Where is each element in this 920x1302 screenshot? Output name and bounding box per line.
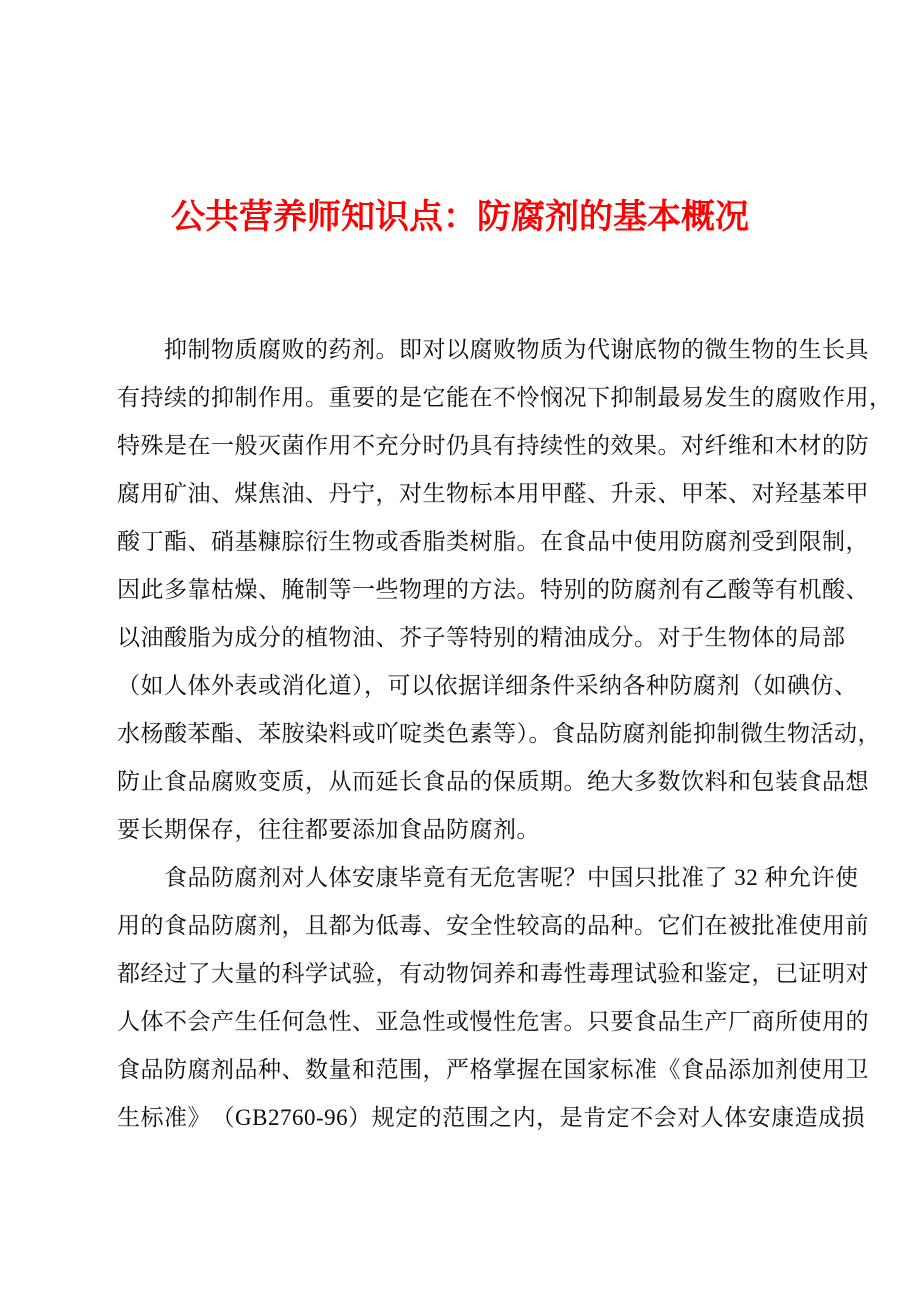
text-line: （如人体外表或消化道），可以依据详细条件采纳各种防腐剂（如碘仿、 — [117, 673, 858, 698]
text-line: 人体不会产生任何急性、亚急性或慢性危害。只要食品生产厂商所使用的 — [117, 1009, 869, 1034]
text-line: 生标准》 （GB2760-96）规定的范围之内，是肯定不会对人体安康造成损 — [117, 1105, 866, 1130]
document-body — [117, 326, 893, 1142]
text-line: 用的食品防腐剂，且都为低毒、安全性较高的品种。它们在被批准使用前 — [117, 913, 869, 938]
text-line: 都经过了大量的科学试验，有动物饲养和毒性毒理试验和鉴定，已证明对 — [117, 961, 869, 986]
text-line: 有持续的抑制作用。重要的是它能在不怜悯况下抑制最易发生的腐败作用， — [117, 385, 893, 410]
text-line: 腐用矿油、煤焦油、丹宁，对生物标本用甲醛、升汞、甲苯、对羟基苯甲 — [117, 481, 869, 506]
text-line: 要长期保存，往往都要添加食品防腐剂。 — [117, 817, 540, 842]
text-line: 食品防腐剂对人体安康毕竟有无危害呢？中国只批准了 32 种允许使 — [117, 865, 859, 890]
text-line: 酸丁酯、硝基糠腙衍生物或香脂类树脂。在食品中使用防腐剂受到限制， — [117, 529, 869, 554]
document-title: 公共营养师知识点：防腐剂的基本概况 — [171, 199, 749, 236]
text-line: 因此多靠枯燥、腌制等一些物理的方法。特别的防腐剂有乙酸等有机酸、 — [117, 577, 869, 602]
text-line: 特殊是在一般灭菌作用不充分时仍具有持续性的效果。对纤维和木材的防 — [117, 433, 869, 458]
text-line: 食品防腐剂品种、数量和范围，严格掌握在国家标准《食品添加剂使用卫 — [117, 1057, 869, 1082]
text-line: 水杨酸苯酯、苯胺染料或吖啶类色素等）。食品防腐剂能抑制微生物活动， — [117, 721, 881, 746]
text-line: 抑制物质腐败的药剂。即对以腐败物质为代谢底物的微生物的生长具 — [117, 337, 869, 362]
text-line: 以油酸脂为成分的植物油、芥子等特别的精油成分。对于生物体的局部 — [117, 625, 846, 650]
text-line: 防止食品腐败变质，从而延长食品的保质期。绝大多数饮料和包装食品想 — [117, 769, 869, 794]
